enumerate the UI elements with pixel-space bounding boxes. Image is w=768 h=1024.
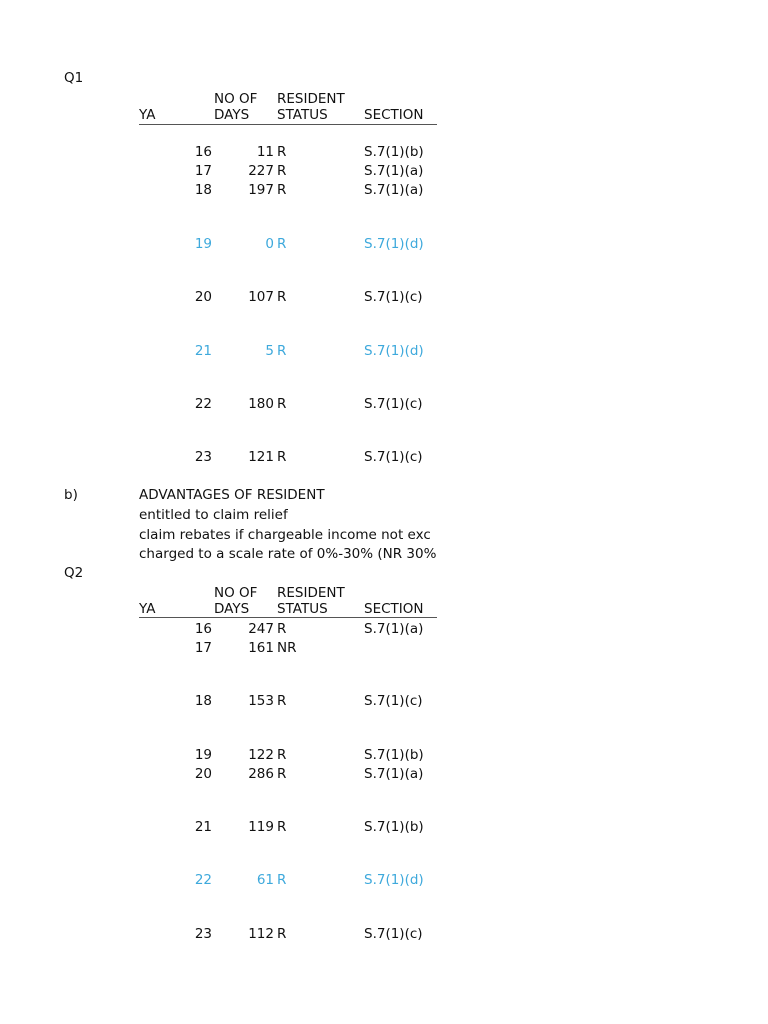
- cell-section: S.7(1)(d): [364, 343, 424, 359]
- cell-section: S.7(1)(a): [364, 182, 424, 198]
- cell-status: NR: [277, 640, 297, 656]
- q1-header-ya: YA: [139, 107, 156, 123]
- cell-days: 61: [256, 872, 274, 888]
- cell-section: S.7(1)(a): [364, 766, 424, 782]
- cell-status: R: [277, 144, 287, 160]
- q2-header-resident: RESIDENT: [277, 585, 345, 601]
- cell-ya: 19: [194, 236, 212, 252]
- cell-status: R: [277, 872, 287, 888]
- cell-status: R: [277, 163, 287, 179]
- cell-status: R: [277, 693, 287, 709]
- cell-section: S.7(1)(b): [364, 819, 424, 835]
- cell-status: R: [277, 747, 287, 763]
- cell-section: S.7(1)(c): [364, 449, 423, 465]
- q2-header-ya: YA: [139, 601, 156, 617]
- cell-section: S.7(1)(b): [364, 144, 424, 160]
- cell-status: R: [277, 396, 287, 412]
- q1-header-days: DAYS: [214, 107, 250, 123]
- q2-header-status: STATUS: [277, 601, 328, 617]
- cell-ya: 23: [194, 449, 212, 465]
- cell-days: 122: [248, 747, 274, 763]
- q2-header-days: DAYS: [214, 601, 250, 617]
- cell-ya: 19: [194, 747, 212, 763]
- cell-days: 5: [265, 343, 274, 359]
- cell-ya: 21: [194, 819, 212, 835]
- cell-days: 0: [265, 236, 274, 252]
- advantage-line: entitled to claim relief: [139, 507, 288, 523]
- cell-section: S.7(1)(d): [364, 872, 424, 888]
- cell-days: 107: [248, 289, 274, 305]
- cell-ya: 22: [194, 396, 212, 412]
- cell-section: S.7(1)(c): [364, 693, 423, 709]
- cell-section: S.7(1)(c): [364, 396, 423, 412]
- cell-ya: 21: [194, 343, 212, 359]
- cell-days: 247: [248, 621, 274, 637]
- cell-ya: 16: [194, 621, 212, 637]
- cell-ya: 23: [194, 926, 212, 942]
- cell-days: 153: [248, 693, 274, 709]
- cell-days: 112: [248, 926, 274, 942]
- cell-section: S.7(1)(a): [364, 621, 424, 637]
- cell-days: 161: [248, 640, 274, 656]
- q1-header-resident: RESIDENT: [277, 91, 345, 107]
- cell-days: 119: [248, 819, 274, 835]
- q1-header-no-of: NO OF: [214, 91, 258, 107]
- cell-days: 227: [248, 163, 274, 179]
- q2-label: Q2: [64, 565, 84, 581]
- advantage-line: claim rebates if chargeable income not exc: [139, 527, 431, 543]
- cell-status: R: [277, 182, 287, 198]
- cell-status: R: [277, 621, 287, 637]
- cell-ya: 17: [194, 163, 212, 179]
- cell-days: 180: [248, 396, 274, 412]
- cell-ya: 17: [194, 640, 212, 656]
- cell-status: R: [277, 926, 287, 942]
- cell-ya: 16: [194, 144, 212, 160]
- cell-days: 11: [256, 144, 274, 160]
- q2-header-section: SECTION: [364, 601, 424, 617]
- q1-header-section: SECTION: [364, 107, 424, 123]
- cell-status: R: [277, 289, 287, 305]
- cell-status: R: [277, 343, 287, 359]
- cell-status: R: [277, 766, 287, 782]
- cell-ya: 18: [194, 182, 212, 198]
- q1-header-status: STATUS: [277, 107, 328, 123]
- cell-days: 286: [248, 766, 274, 782]
- cell-days: 121: [248, 449, 274, 465]
- cell-section: S.7(1)(c): [364, 289, 423, 305]
- cell-section: S.7(1)(b): [364, 747, 424, 763]
- cell-ya: 20: [194, 289, 212, 305]
- cell-ya: 18: [194, 693, 212, 709]
- advantages-heading: ADVANTAGES OF RESIDENT: [139, 487, 325, 503]
- q2-header-no-of: NO OF: [214, 585, 258, 601]
- cell-ya: 20: [194, 766, 212, 782]
- cell-section: S.7(1)(a): [364, 163, 424, 179]
- cell-section: S.7(1)(c): [364, 926, 423, 942]
- cell-section: S.7(1)(d): [364, 236, 424, 252]
- q1-label: Q1: [64, 70, 84, 86]
- b-label: b): [64, 487, 78, 503]
- cell-ya: 22: [194, 872, 212, 888]
- cell-status: R: [277, 236, 287, 252]
- cell-status: R: [277, 819, 287, 835]
- advantage-line: charged to a scale rate of 0%-30% (NR 30%: [139, 546, 437, 562]
- cell-status: R: [277, 449, 287, 465]
- cell-days: 197: [248, 182, 274, 198]
